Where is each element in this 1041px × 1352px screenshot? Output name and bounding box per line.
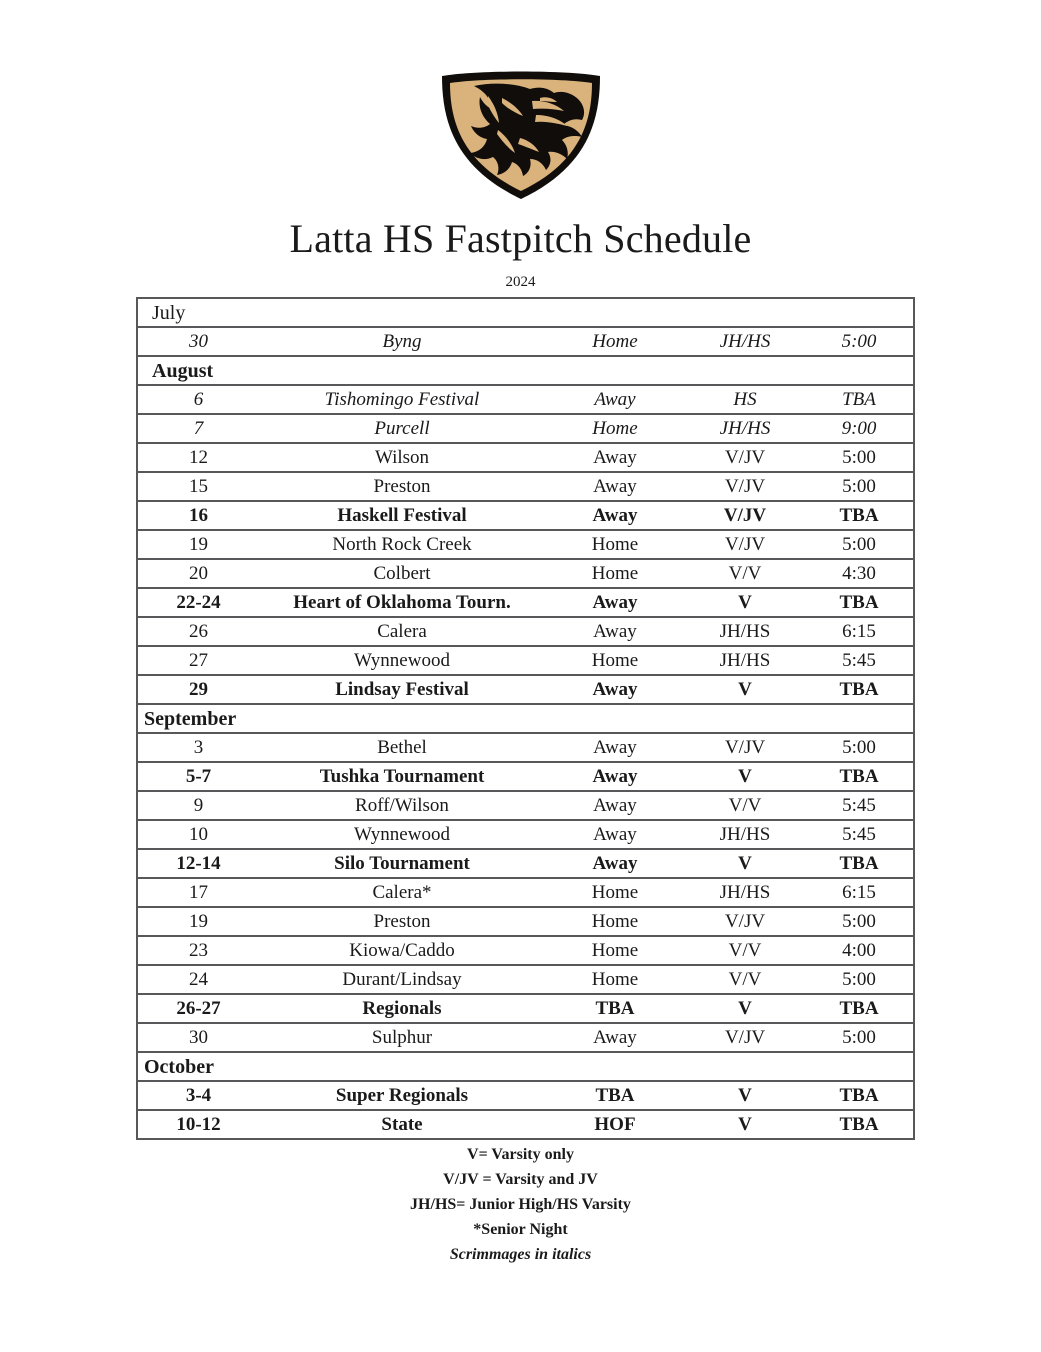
cell-level: V/JV <box>685 733 805 762</box>
cell-time: 6:15 <box>805 878 914 907</box>
cell-site: Away <box>545 1023 685 1052</box>
cell-site: Home <box>545 530 685 559</box>
cell-site: Home <box>545 414 685 443</box>
cell-time: 5:00 <box>805 733 914 762</box>
month-label: July <box>137 298 914 327</box>
cell-opponent: Sulphur <box>259 1023 545 1052</box>
cell-time: 5:00 <box>805 443 914 472</box>
table-row <box>137 791 914 820</box>
month-label: October <box>137 1052 914 1081</box>
cell-date: 7 <box>137 414 259 443</box>
cell-date: 10-12 <box>176 1114 221 1135</box>
legend-line: V/JV = Varsity and JV <box>443 1171 598 1188</box>
cell-opponent: Preston <box>259 907 545 936</box>
table-row <box>137 994 914 1023</box>
cell-site: Home <box>545 965 685 994</box>
cell-site: Away <box>545 472 685 501</box>
table-row <box>137 965 914 994</box>
cell-level: V/V <box>685 559 805 588</box>
cell-site: Away <box>545 385 685 414</box>
cell-opponent: Tishomingo Festival <box>259 385 545 414</box>
cell-site: Away <box>545 501 685 530</box>
cell-level: V/V <box>685 791 805 820</box>
cell-level: V <box>685 994 805 1023</box>
cell-time: 5:45 <box>805 646 914 675</box>
cell-date: 16 <box>137 501 259 530</box>
table-row <box>137 443 914 472</box>
cell-level: V/V <box>685 936 805 965</box>
table-row <box>137 327 914 356</box>
cell-opponent: Regionals <box>259 994 545 1023</box>
cell-opponent: Kiowa/Caddo <box>259 936 545 965</box>
cell-level: V <box>738 1114 752 1135</box>
cell-opponent: Calera* <box>259 878 545 907</box>
cell-time: 5:00 <box>805 965 914 994</box>
cell-site: Home <box>545 936 685 965</box>
cell-site: Home <box>545 907 685 936</box>
cell-time: 9:00 <box>805 414 914 443</box>
legend-line: Scrimmages in italics <box>449 1246 592 1263</box>
cell-date: 17 <box>137 878 259 907</box>
cell-level: V <box>685 588 805 617</box>
cell-date: 23 <box>137 936 259 965</box>
cell-opponent: Wynnewood <box>259 820 545 849</box>
page-year: 2024 <box>505 274 536 290</box>
table-row <box>137 530 914 559</box>
cell-time: TBA <box>805 675 914 704</box>
cell-opponent: Bethel <box>259 733 545 762</box>
cell-date: 3 <box>137 733 259 762</box>
cell-opponent: Tushka Tournament <box>259 762 545 791</box>
table-row <box>137 936 914 965</box>
table-row <box>137 878 914 907</box>
cell-site: Home <box>545 646 685 675</box>
cell-opponent: Preston <box>259 472 545 501</box>
cell-time: 5:00 <box>805 530 914 559</box>
cell-date: 20 <box>137 559 259 588</box>
cell-opponent: Durant/Lindsay <box>259 965 545 994</box>
cell-time: 6:15 <box>805 617 914 646</box>
cell-opponent: Haskell Festival <box>259 501 545 530</box>
cell-time: 5:00 <box>805 327 914 356</box>
legend-line: *Senior Night <box>473 1221 568 1238</box>
table-row <box>137 1110 914 1139</box>
cell-opponent: Byng <box>259 327 545 356</box>
cell-opponent: Colbert <box>259 559 545 588</box>
cell-site: Away <box>545 443 685 472</box>
month-header-row <box>137 356 914 385</box>
cell-date: 15 <box>137 472 259 501</box>
month-label: August <box>137 356 914 385</box>
cell-level: V <box>685 675 805 704</box>
legend-line: V= Varsity only <box>467 1146 574 1163</box>
month-header-row <box>137 1052 914 1081</box>
cell-level: JH/HS <box>685 414 805 443</box>
cell-date: 6 <box>137 385 259 414</box>
table-row <box>137 1023 914 1052</box>
cell-opponent: North Rock Creek <box>259 530 545 559</box>
table-row <box>137 414 914 443</box>
cell-site: Away <box>545 849 685 878</box>
cell-date: 10 <box>137 820 259 849</box>
table-row <box>137 385 914 414</box>
cell-time: TBA <box>805 588 914 617</box>
table-row <box>137 820 914 849</box>
cell-date: 22-24 <box>137 588 259 617</box>
cell-time: 5:00 <box>805 472 914 501</box>
cell-date: 19 <box>137 530 259 559</box>
cell-site: HOF <box>594 1114 636 1135</box>
cell-level: V/JV <box>685 472 805 501</box>
cell-time: 5:45 <box>805 791 914 820</box>
legend-line: JH/HS= Junior High/HS Varsity <box>410 1196 631 1213</box>
cell-site: Away <box>545 675 685 704</box>
cell-level: V <box>685 1081 805 1110</box>
cell-site: TBA <box>545 1081 685 1110</box>
cell-level: JH/HS <box>685 820 805 849</box>
schedule-table-wrap <box>136 297 913 1140</box>
table-row <box>137 646 914 675</box>
table-row <box>137 762 914 791</box>
cell-level: V/JV <box>685 907 805 936</box>
cell-time: TBA <box>805 501 914 530</box>
cell-date: 26 <box>137 617 259 646</box>
cell-site: Away <box>545 762 685 791</box>
cell-opponent: Calera <box>259 617 545 646</box>
cell-date: 12-14 <box>137 849 259 878</box>
cell-site: Away <box>545 588 685 617</box>
cell-time: 4:30 <box>805 559 914 588</box>
cell-level: V/V <box>685 965 805 994</box>
cell-date: 5-7 <box>137 762 259 791</box>
cell-date: 30 <box>137 327 259 356</box>
cell-level: JH/HS <box>685 617 805 646</box>
cell-date: 19 <box>137 907 259 936</box>
cell-time: TBA <box>805 385 914 414</box>
table-row <box>137 849 914 878</box>
cell-opponent: Heart of Oklahoma Tourn. <box>259 588 545 617</box>
cell-level: V/JV <box>685 501 805 530</box>
cell-level: V <box>685 762 805 791</box>
cell-level: V/JV <box>685 443 805 472</box>
cell-site: Away <box>545 733 685 762</box>
table-row <box>137 733 914 762</box>
cell-level: JH/HS <box>685 878 805 907</box>
cell-time: TBA <box>805 1081 914 1110</box>
month-header-row <box>137 298 914 327</box>
cell-site: Away <box>545 791 685 820</box>
table-row <box>137 501 914 530</box>
cell-date: 24 <box>137 965 259 994</box>
cell-site: Away <box>545 617 685 646</box>
page-title: Latta HS Fastpitch Schedule <box>289 216 752 261</box>
cell-opponent: Roff/Wilson <box>259 791 545 820</box>
table-row <box>137 907 914 936</box>
cell-date: 12 <box>137 443 259 472</box>
cell-opponent: Lindsay Festival <box>259 675 545 704</box>
cell-opponent: Super Regionals <box>259 1081 545 1110</box>
cell-opponent: Wynnewood <box>259 646 545 675</box>
cell-level: JH/HS <box>685 327 805 356</box>
cell-site: TBA <box>545 994 685 1023</box>
cell-date: 30 <box>137 1023 259 1052</box>
cell-opponent: Silo Tournament <box>259 849 545 878</box>
table-row <box>137 472 914 501</box>
cell-time: TBA <box>805 994 914 1023</box>
table-row <box>137 559 914 588</box>
legend <box>0 1142 1041 1267</box>
team-logo <box>0 68 1041 208</box>
cell-date: 3-4 <box>137 1081 259 1110</box>
cell-level: V/JV <box>685 530 805 559</box>
cell-time: 4:00 <box>805 936 914 965</box>
cell-time: TBA <box>805 762 914 791</box>
cell-level: JH/HS <box>685 646 805 675</box>
cell-date: 29 <box>137 675 259 704</box>
cell-time: 5:00 <box>805 907 914 936</box>
table-row <box>137 617 914 646</box>
month-header-row <box>137 704 914 733</box>
table-row <box>137 1081 914 1110</box>
cell-level: V/JV <box>685 1023 805 1052</box>
table-row <box>137 588 914 617</box>
cell-opponent: State <box>381 1114 423 1135</box>
cell-site: Home <box>545 327 685 356</box>
cell-opponent: Wilson <box>259 443 545 472</box>
cell-site: Away <box>545 820 685 849</box>
cell-site: Home <box>545 878 685 907</box>
cell-time: 5:00 <box>805 1023 914 1052</box>
cell-date: 9 <box>137 791 259 820</box>
cell-time: TBA <box>805 849 914 878</box>
cell-level: V <box>685 849 805 878</box>
table-row <box>137 675 914 704</box>
cell-time: TBA <box>839 1114 879 1135</box>
cell-level: HS <box>685 385 805 414</box>
cell-time: 5:45 <box>805 820 914 849</box>
month-label: September <box>137 704 914 733</box>
cell-site: Home <box>545 559 685 588</box>
panther-shield-icon <box>436 68 606 203</box>
cell-date: 26-27 <box>137 994 259 1023</box>
schedule-table <box>136 297 915 1140</box>
cell-date: 27 <box>137 646 259 675</box>
cell-opponent: Purcell <box>259 414 545 443</box>
